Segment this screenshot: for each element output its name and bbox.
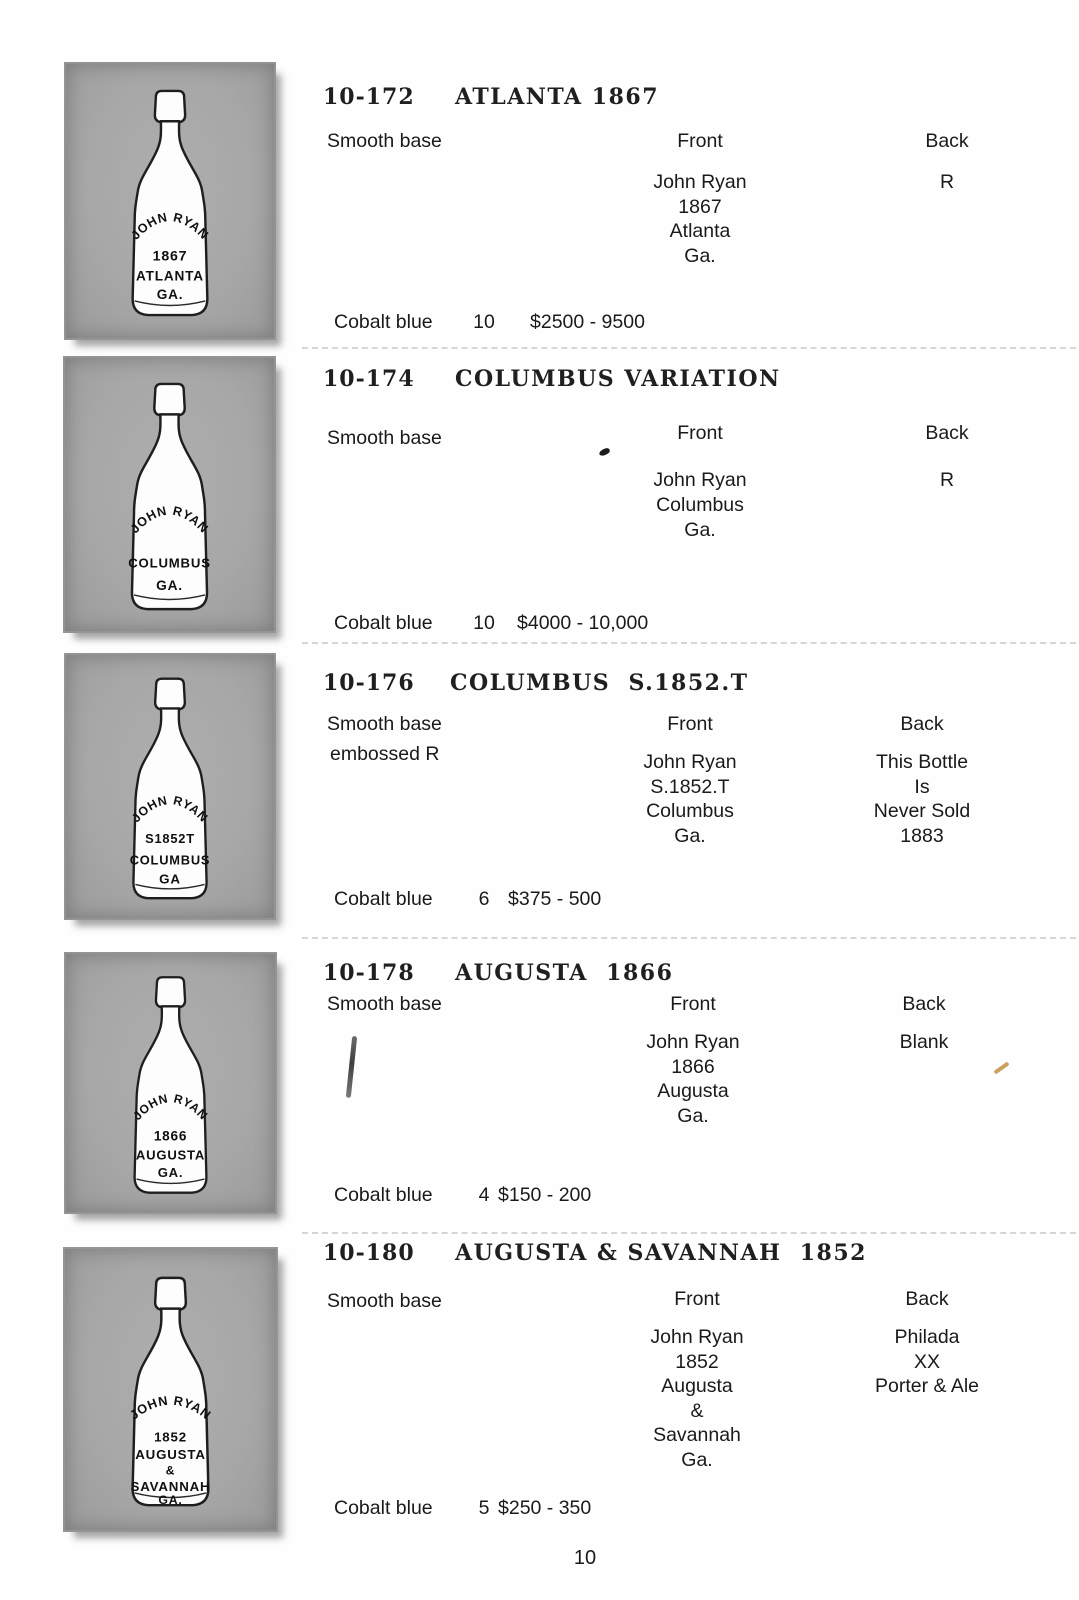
valuation-row — [334, 612, 794, 638]
base-description: Smooth base — [327, 713, 442, 735]
price-range: $250 - 350 — [498, 1497, 592, 1519]
bottle-illustration — [63, 1247, 278, 1532]
valuation-row — [334, 1184, 794, 1210]
back-column-header: Back — [925, 130, 969, 152]
bottle-line-text: GA. — [157, 1165, 184, 1181]
bottle-arch-text: JOHN RYAN — [127, 503, 212, 536]
price-range: $2500 - 9500 — [530, 311, 645, 333]
front-column-header: Front — [677, 130, 723, 152]
separator-line — [302, 642, 1076, 644]
separator-line — [302, 1232, 1076, 1234]
back-embossing: This Bottle Is Never Sold 1883 — [873, 751, 971, 847]
price-range: $4000 - 10,000 — [517, 612, 649, 634]
front-column-header: Front — [674, 1288, 720, 1310]
bottle-line-text: AUGUSTA — [135, 1147, 206, 1163]
bottle-line-text: 1866 — [153, 1128, 188, 1144]
glass-color: Cobalt blue — [334, 1184, 433, 1206]
bottle-line-text: SAVANNAH — [130, 1478, 211, 1494]
front-embossing: John Ryan 1852 Augusta & Savannah Ga. — [650, 1326, 744, 1471]
bottle-photo-2 — [63, 356, 276, 633]
bottle-photo-4 — [64, 952, 277, 1214]
bottle-line-text: AUGUSTA — [135, 1447, 206, 1463]
entry-number: 10-178 — [323, 960, 415, 986]
valuation-row — [334, 1497, 794, 1523]
glass-color: Cobalt blue — [334, 311, 433, 333]
bottle-line-text: 1852 — [154, 1429, 187, 1445]
base-description: Smooth base — [327, 1290, 442, 1312]
front-embossing: John Ryan 1866 Augusta Ga. — [646, 1031, 740, 1127]
page-number: 10 — [573, 1547, 597, 1569]
front-column-header: Front — [677, 422, 723, 444]
front-embossing: John Ryan Columbus Ga. — [653, 469, 747, 541]
bottle-arch-text: JOHN RYAN — [126, 1392, 215, 1423]
front-embossing: John Ryan S.1852.T Columbus Ga. — [643, 751, 737, 847]
entry-number: 10-172 — [323, 84, 415, 110]
bottle-line-text: GA. — [156, 577, 183, 593]
back-column-header: Back — [925, 422, 969, 444]
bottle-photo-1 — [64, 62, 276, 340]
bottle-line-text: GA. — [158, 1493, 183, 1508]
bottle-illustration — [63, 356, 276, 633]
back-column-header: Back — [905, 1288, 949, 1310]
bottle-line-text: & — [165, 1463, 176, 1478]
bottle-line-text: COLUMBUS — [129, 852, 211, 868]
bottle-illustration — [64, 653, 276, 920]
rarity-rating: 10 — [473, 612, 495, 634]
entry-number: 10-174 — [323, 366, 415, 392]
front-column-header: Front — [670, 993, 716, 1015]
glass-color: Cobalt blue — [334, 612, 433, 634]
entry-title: ATLANTA 1867 — [455, 84, 660, 110]
base-description: Smooth base — [327, 993, 442, 1015]
valuation-row — [334, 311, 794, 337]
front-embossing: John Ryan 1867 Atlanta Ga. — [653, 171, 747, 267]
entry-title: AUGUSTA 1866 — [455, 960, 674, 986]
rarity-rating: 6 — [478, 888, 490, 910]
front-column-header: Front — [667, 713, 713, 735]
entry-title: COLUMBUS S.1852.T — [450, 670, 749, 696]
bottle-line-text: ATLANTA — [136, 268, 204, 284]
base-description: Smooth base — [327, 130, 442, 152]
bottle-line-text: COLUMBUS — [128, 555, 211, 571]
glass-color: Cobalt blue — [334, 888, 433, 910]
bottle-arch-text: JOHN RYAN — [129, 793, 211, 826]
bottle-illustration — [64, 952, 277, 1214]
ink-squiggle-mark — [346, 1036, 357, 1098]
bottle-photo-3 — [64, 653, 276, 920]
base-description-2: embossed R — [330, 743, 440, 765]
separator-line — [302, 937, 1076, 939]
bottle-arch-text: JOHN RYAN — [128, 210, 212, 243]
entry-title: COLUMBUS VARIATION — [455, 366, 781, 392]
back-embossing: R — [939, 469, 955, 491]
back-column-header: Back — [902, 993, 946, 1015]
back-embossing: Philada XX Porter & Ale — [874, 1326, 980, 1397]
back-embossing: R — [939, 171, 955, 193]
bottle-arch-text: JOHN RYAN — [130, 1091, 211, 1123]
bottle-line-text: 1867 — [152, 247, 188, 264]
rarity-rating: 4 — [478, 1184, 490, 1206]
separator-line — [302, 347, 1076, 349]
entry-number: 10-180 — [323, 1240, 415, 1266]
glass-color: Cobalt blue — [334, 1497, 433, 1519]
valuation-row — [334, 888, 794, 914]
price-range: $375 - 500 — [508, 888, 602, 910]
ink-speck — [598, 447, 610, 457]
back-embossing: Blank — [899, 1031, 949, 1053]
entry-number: 10-176 — [323, 670, 415, 696]
back-column-header: Back — [900, 713, 944, 735]
bottle-illustration — [64, 62, 276, 340]
bottle-line-text: GA — [159, 871, 181, 887]
entry-title: AUGUSTA & SAVANNAH 1852 — [455, 1240, 867, 1266]
bottle-line-text: GA. — [156, 286, 184, 302]
rarity-rating: 10 — [473, 311, 495, 333]
base-description: Smooth base — [327, 427, 442, 449]
bottle-photo-5 — [63, 1247, 278, 1532]
bottle-line-text: S1852T — [145, 830, 195, 846]
price-range: $150 - 200 — [498, 1184, 592, 1206]
rarity-rating: 5 — [478, 1497, 490, 1519]
scratch-mark — [993, 1061, 1009, 1074]
